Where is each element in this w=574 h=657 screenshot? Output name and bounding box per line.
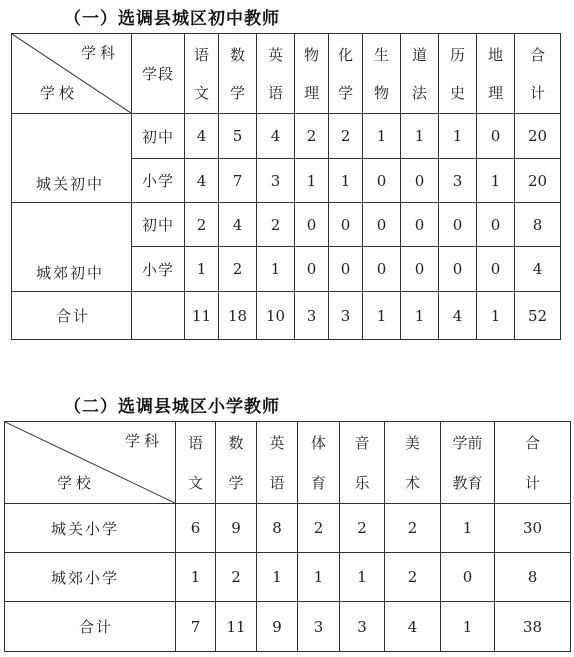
corner-school-label: 学校: [40, 84, 79, 102]
value-cell: 2: [385, 553, 441, 602]
value-cell: 2: [298, 504, 340, 553]
segment-cell: 小学: [132, 159, 185, 203]
subject-header: 语 文: [176, 422, 216, 504]
total-cell: 11: [216, 602, 257, 652]
value-cell: 4: [185, 159, 219, 203]
total-header: 合 计: [495, 422, 571, 504]
total-label: 合计: [5, 602, 176, 652]
subject-header: 学前 教育: [441, 422, 495, 504]
subject-header: 数 学: [216, 422, 257, 504]
value-cell: 1: [298, 553, 340, 602]
value-cell: 0: [363, 203, 401, 247]
value-cell: 2: [385, 504, 441, 553]
total-cell: 3: [295, 292, 329, 340]
value-cell: 0: [477, 203, 515, 247]
value-cell: 1: [257, 553, 298, 602]
subject-header: 化 学: [329, 34, 363, 114]
value-cell: 2: [340, 504, 385, 553]
total-cell: 1: [477, 292, 515, 340]
segment-cell: 初中: [132, 203, 185, 247]
subject-header: 生 物: [363, 34, 401, 114]
value-cell: 0: [295, 247, 329, 292]
school-name: 城郊小学: [5, 553, 176, 602]
total-cell: 52: [515, 292, 561, 340]
value-cell: 30: [495, 504, 571, 553]
subject-header: 语 文: [185, 34, 219, 114]
table1-corner-cell: [12, 34, 132, 114]
value-cell: 0: [477, 114, 515, 159]
value-cell: 2: [185, 203, 219, 247]
value-cell: 5: [219, 114, 257, 159]
subject-header: 地 理: [477, 34, 515, 114]
segment-cell: 小学: [132, 247, 185, 292]
value-cell: 0: [295, 203, 329, 247]
total-cell: 4: [439, 292, 477, 340]
segment-cell: 初中: [132, 114, 185, 159]
value-cell: 2: [216, 553, 257, 602]
total-cell: 3: [329, 292, 363, 340]
value-cell: 1: [185, 247, 219, 292]
value-cell: 2: [329, 114, 363, 159]
subject-header: 音 乐: [340, 422, 385, 504]
table2-title: （二）选调县城区小学教师: [64, 397, 280, 417]
subject-header: 英 语: [257, 422, 298, 504]
value-cell: 9: [216, 504, 257, 553]
table2-header-row: [5, 422, 571, 504]
school-name: 城关小学: [5, 504, 176, 553]
corner-subject-label: 学科: [124, 432, 163, 450]
total-header: 合 计: [515, 34, 561, 114]
table-row: [12, 114, 561, 159]
total-cell: 38: [495, 602, 571, 652]
value-cell: 4: [257, 114, 295, 159]
segment-header: 学段: [132, 34, 185, 114]
value-cell: 0: [329, 203, 363, 247]
value-cell: 1: [477, 159, 515, 203]
value-cell: 1: [363, 114, 401, 159]
corner-subject-label: 学科: [80, 44, 119, 62]
value-cell: 0: [439, 203, 477, 247]
empty-cell: [132, 292, 185, 340]
table-row: [12, 203, 561, 247]
value-cell: 1: [441, 504, 495, 553]
subject-header: 历 史: [439, 34, 477, 114]
value-cell: 2: [295, 114, 329, 159]
value-cell: 1: [340, 553, 385, 602]
value-cell: 4: [185, 114, 219, 159]
value-cell: 0: [363, 159, 401, 203]
value-cell: 6: [176, 504, 216, 553]
subject-header: 物 理: [295, 34, 329, 114]
value-cell: 0: [477, 247, 515, 292]
corner-school-label: 学校: [57, 474, 96, 492]
junior-middle-teacher-table: [11, 33, 561, 340]
value-cell: 0: [401, 159, 439, 203]
value-cell: 0: [329, 247, 363, 292]
table1-title: （一）选调县城区初中教师: [64, 9, 280, 29]
value-cell: 1: [295, 159, 329, 203]
total-cell: 11: [185, 292, 219, 340]
table-row: [5, 504, 571, 553]
value-cell: 0: [363, 247, 401, 292]
total-cell: 1: [401, 292, 439, 340]
primary-teacher-table: [4, 421, 571, 652]
value-cell: 1: [401, 114, 439, 159]
total-row: [12, 292, 561, 340]
table-row: [5, 553, 571, 602]
subject-header: 体 育: [298, 422, 340, 504]
total-cell: 18: [219, 292, 257, 340]
table2-corner-cell: [5, 422, 176, 504]
value-cell: 4: [515, 247, 561, 292]
value-cell: 0: [401, 203, 439, 247]
total-cell: 10: [257, 292, 295, 340]
value-cell: 8: [257, 504, 298, 553]
value-cell: 1: [439, 114, 477, 159]
total-cell: 7: [176, 602, 216, 652]
value-cell: 2: [219, 247, 257, 292]
value-cell: 4: [219, 203, 257, 247]
value-cell: 0: [439, 247, 477, 292]
value-cell: 1: [257, 247, 295, 292]
value-cell: 1: [329, 159, 363, 203]
value-cell: 3: [257, 159, 295, 203]
total-cell: 9: [257, 602, 298, 652]
table1-header-row: [12, 34, 561, 114]
value-cell: 3: [439, 159, 477, 203]
subject-header: 美 术: [385, 422, 441, 504]
value-cell: 7: [219, 159, 257, 203]
total-cell: 3: [340, 602, 385, 652]
value-cell: 1: [176, 553, 216, 602]
value-cell: 20: [515, 159, 561, 203]
value-cell: 8: [495, 553, 571, 602]
value-cell: 20: [515, 114, 561, 159]
subject-header: 英 语: [257, 34, 295, 114]
school-name: 城关初中: [12, 114, 132, 203]
school-name: 城郊初中: [12, 203, 132, 292]
total-cell: 3: [298, 602, 340, 652]
subject-header: 数 学: [219, 34, 257, 114]
value-cell: 8: [515, 203, 561, 247]
value-cell: 0: [401, 247, 439, 292]
total-cell: 1: [363, 292, 401, 340]
value-cell: 0: [441, 553, 495, 602]
total-cell: 4: [385, 602, 441, 652]
value-cell: 2: [257, 203, 295, 247]
subject-header: 道 法: [401, 34, 439, 114]
total-row: [5, 602, 571, 652]
total-cell: 1: [441, 602, 495, 652]
total-label: 合计: [12, 292, 132, 340]
